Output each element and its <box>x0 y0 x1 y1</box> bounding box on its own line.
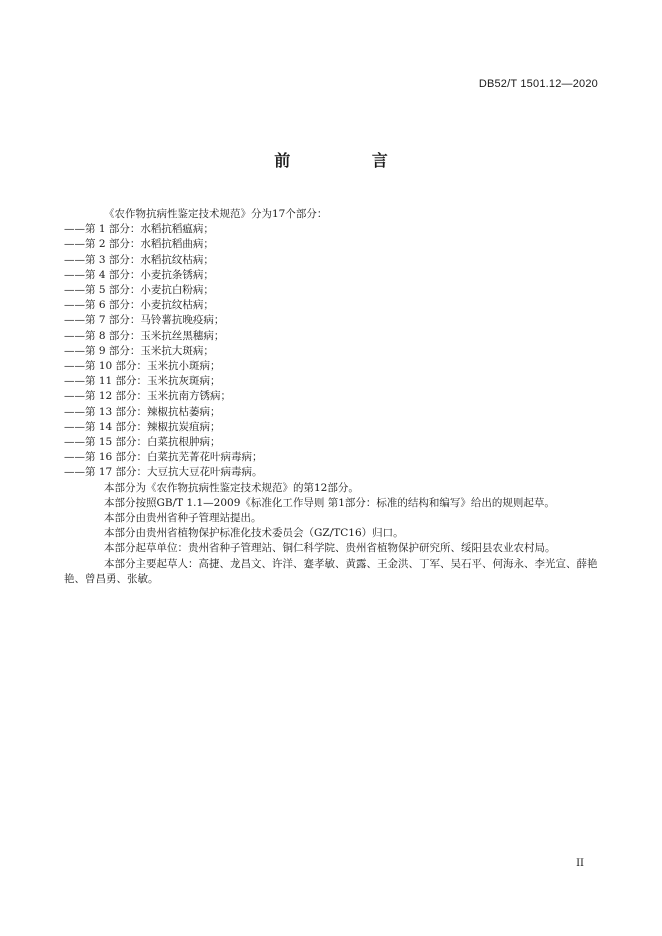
list-item: ——第 1 部分：水稻抗稻瘟病； <box>64 223 214 236</box>
standard-code: DB52/T 1501.12—2020 <box>478 78 598 90</box>
list-item: ——第 2 部分：水稻抗稻曲病； <box>64 238 214 251</box>
page-number: II <box>576 858 584 869</box>
parts-list <box>64 222 600 480</box>
list-item: ——第 8 部分：玉米抗丝黑穗病； <box>64 329 225 342</box>
drafting-units-statement: 本部分起草单位：贵州省种子管理站、铜仁科学院、贵州省植物保护研究所、绥阳县农业农村局。 <box>104 542 556 555</box>
proposed-by-statement: 本部分由贵州省种子管理站提出。 <box>104 512 262 525</box>
list-item: ——第 3 部分：水稻抗纹枯病； <box>64 253 214 266</box>
foreword-body <box>64 207 600 587</box>
list-item: ——第 9 部分：玉米抗大斑病； <box>64 344 214 357</box>
page-title: 前 言 <box>274 151 426 170</box>
list-item: ——第 14 部分：辣椒抗炭疽病； <box>64 420 221 433</box>
list-item: ——第 13 部分：辣椒抗枯萎病； <box>64 405 221 418</box>
list-item: ——第 17 部分：大豆抗大豆花叶病毒病。 <box>64 466 263 479</box>
list-item: ——第 7 部分：马铃薯抗晚疫病； <box>64 314 225 327</box>
intro-paragraph: 《农作物抗病性鉴定技术规范》分为17个部分： <box>104 208 328 220</box>
list-item: ——第 6 部分：小麦抗纹枯病； <box>64 299 214 312</box>
list-item: ——第 16 部分：白菜抗芜菁花叶病毒病； <box>64 451 263 464</box>
list-item: ——第 12 部分：玉米抗南方锈病； <box>64 390 232 403</box>
part-of-statement: 本部分为《农作物抗病性鉴定技术规范》的第12部分。 <box>104 481 359 494</box>
list-item: ——第 15 部分：白菜抗根肿病； <box>64 436 221 449</box>
list-item: ——第 10 部分：玉米抗小斑病； <box>64 360 221 373</box>
list-item: ——第 4 部分：小麦抗条锈病； <box>64 268 214 281</box>
managed-by-statement: 本部分由贵州省植物保护标准化技术委员会（GZ/TC16）归口。 <box>104 527 404 540</box>
drafting-rules-statement: 本部分按照GB/T 1.1—2009《标准化工作导则 第1部分：标准的结构和编写》给出的规则起草。 <box>104 496 555 509</box>
list-item: ——第 5 部分：小麦抗白粉病； <box>64 284 214 297</box>
list-item: ——第 11 部分：玉米抗灰斑病； <box>64 375 221 388</box>
drafters-statement: 本部分主要起草人：高捷、龙昌文、许洋、蹇孝敏、黄露、王金洪、丁军、吴石平、何海永、李光宣、薛艳艳、曾昌勇、张敏。 <box>64 557 598 585</box>
